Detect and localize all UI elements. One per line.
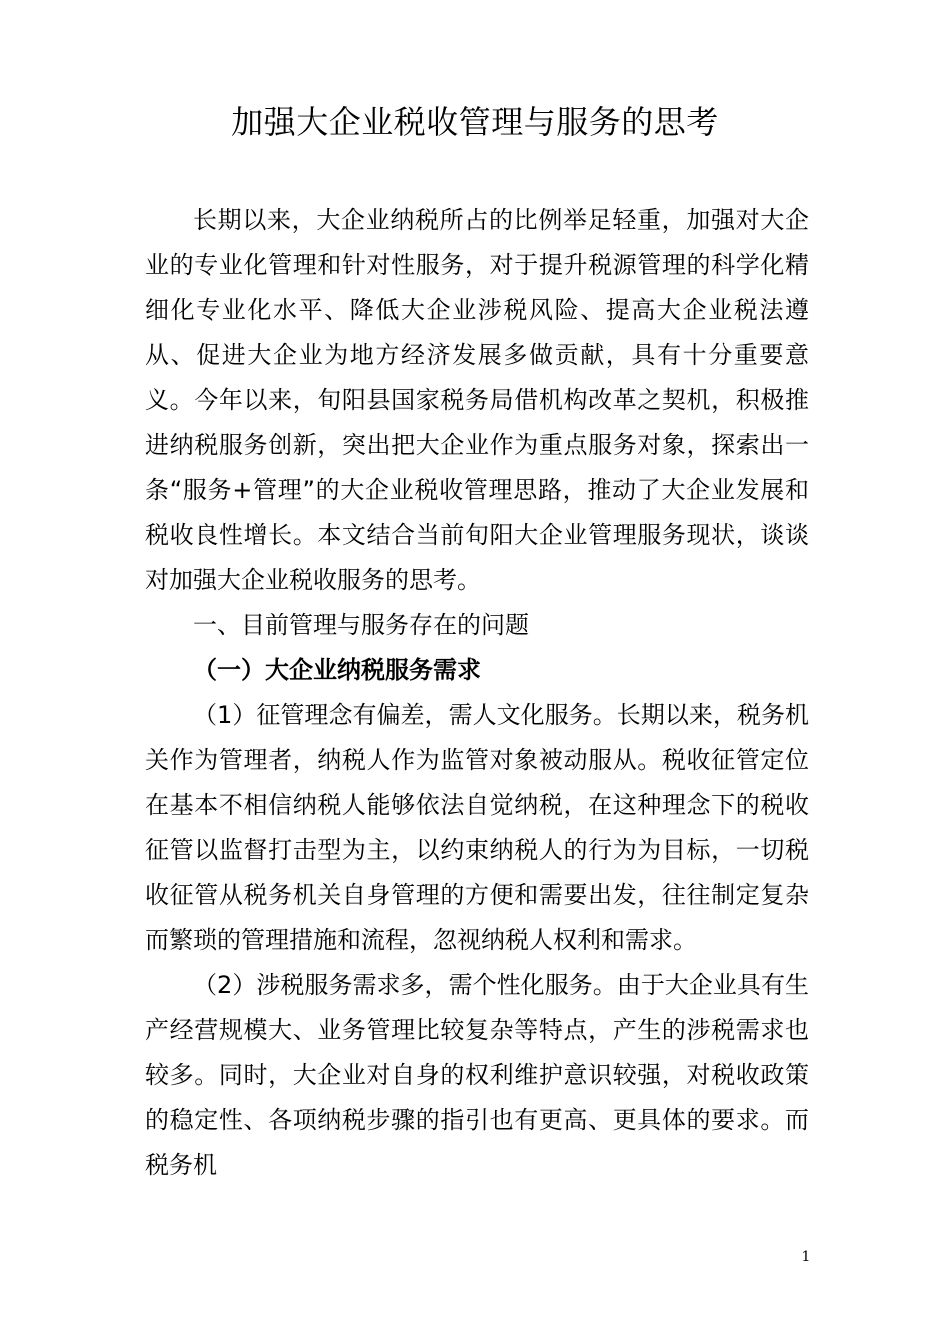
- intro-paragraph: 长期以来，大企业纳税所占的比例举足轻重，加强对大企业的专业化管理和针对性服务，对于提升税源管理的科学化精细化专业化水平、降低大企业涉税风险、提高大企业税法遵从、促进大企业为地方经济发展多做贡献，具有十分重要意义。今年以来，旬阳县国家税务局借机构改革之契机，积极推进纳税服务创新，突出把大企业作为重点服务对象，探索出一条“服务+管理”的大企业税收管理思路，推动了大企业发展和税收良性增长。本文结合当前旬阳大企业管理服务现状，谈谈对加强大企业税收服务的思考。: [145, 206, 809, 594]
- item-paragraph-2: （2）涉税服务需求多，需个性化服务。由于大企业具有生产经营规模大、业务管理比较复杂等特点，产生的涉税需求也较多。同时，大企业对自身的权利维护意识较强，对税收政策的稳定性、各项纳税步骤的指引也有更高、更具体的要求。而税务机: [145, 971, 809, 1179]
- document-title: 加强大企业税收管理与服务的思考: [231, 103, 719, 141]
- item-paragraph-1: （1）征管理念有偏差，需人文化服务。长期以来，税务机关作为管理者，纳税人作为监管对象被动服从。税收征管定位在基本不相信纳税人能够依法自觉纳税，在这种理念下的税收征管以监督打击型为主，以约束纳税人的行为为目标，一切税收征管从税务机关自身管理的方便和需要出发，往往制定复杂而繁琐的管理措施和流程，忽视纳税人权利和需求。: [145, 701, 809, 954]
- document-body: [145, 198, 809, 1188]
- subsection-heading: （一）大企业纳税服务需求: [193, 656, 481, 684]
- section-heading: 一、目前管理与服务存在的问题: [193, 611, 529, 639]
- page-number: 1: [801, 1249, 811, 1265]
